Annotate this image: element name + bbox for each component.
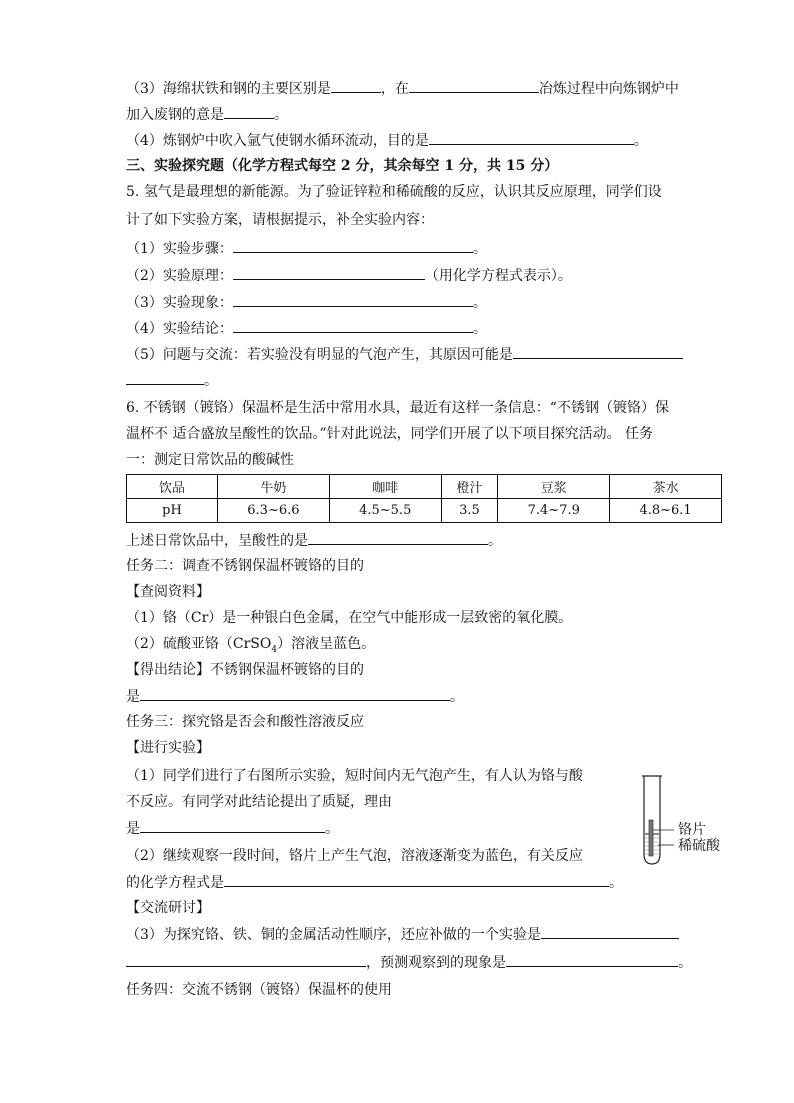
answer-blank[interactable]: [126, 952, 366, 967]
answer-blank[interactable]: [429, 130, 634, 145]
table-cell: 豆浆: [498, 475, 610, 499]
text: ，在: [380, 81, 409, 97]
disc-text: [126, 924, 679, 945]
info-item: （1）铬（Cr）是一种银白色金属，在空气中能形成一层致密的氧化膜。: [126, 610, 573, 626]
exp-text: 不反应。有同学对此结论提出了质疑，理由: [126, 794, 392, 810]
exp-blank-line: [126, 818, 339, 839]
figure-label-acid: 稀硫酸: [678, 838, 720, 854]
answer-blank[interactable]: [233, 292, 473, 307]
conclusion: 【得出结论】不锈钢保温杯镀铬的目的: [126, 662, 364, 678]
table-cell: pH: [127, 499, 218, 523]
test-tube-icon: [638, 770, 758, 870]
answer-blank[interactable]: [233, 238, 473, 253]
text: （4）炼钢炉中吹入氩气使钢水循环流动，目的是: [126, 133, 429, 149]
answer-blank[interactable]: [513, 344, 683, 359]
text: （4）实验结论：: [126, 321, 233, 337]
table-cell: 4.8~6.1: [610, 499, 722, 523]
task-heading: 任务四：交流不锈钢（镀铬）保温杯的使用: [126, 982, 392, 998]
text: （3）海绵状铁和钢的主要区别是: [126, 81, 331, 97]
text: （5）问题与交流：若实验没有明显的气泡产生，其原因可能是: [126, 347, 513, 363]
text: 是: [126, 821, 140, 837]
q5-item: [126, 318, 487, 339]
table-cell: 牛奶: [218, 475, 330, 499]
text: 。: [204, 373, 218, 389]
text: 。: [488, 533, 502, 549]
q4-3-line2: [126, 104, 288, 125]
text: ）溶液呈蓝色。: [277, 636, 376, 652]
text: 。: [609, 875, 623, 891]
text: 。: [472, 321, 487, 337]
answer-blank[interactable]: [224, 872, 609, 887]
disc-blank-line: [126, 952, 692, 973]
answer-blank[interactable]: [233, 265, 425, 280]
table-cell: 6.3~6.6: [218, 499, 330, 523]
table-cell: 咖啡: [329, 475, 441, 499]
table-cell: 橙汁: [441, 475, 498, 499]
q5-item: [126, 344, 683, 365]
q6-intro: 一：测定日常饮品的酸碱性: [126, 452, 294, 468]
table-cell: 3.5: [441, 499, 498, 523]
text: 。: [472, 295, 487, 311]
bracket-heading: 【查阅资料】: [126, 584, 210, 600]
table-cell: 4.5~5.5: [329, 499, 441, 523]
text: 是: [126, 689, 140, 705]
text: （1）实验步骤：: [126, 241, 233, 257]
table-row: [127, 499, 722, 523]
text: 。: [678, 955, 692, 971]
q5-item: [126, 238, 487, 259]
q5-item-cont: [126, 370, 218, 391]
text: ，预测观察到的现象是: [366, 955, 506, 971]
answer-blank[interactable]: [506, 952, 678, 967]
answer-blank[interactable]: [140, 686, 450, 701]
exp-blank-line: [126, 872, 623, 893]
text: （用化学方程式表示）。: [424, 268, 572, 284]
table-cell: 茶水: [610, 475, 722, 499]
figure-label-chromium: 铬片: [678, 822, 706, 838]
q5-intro: 计了如下实验方案，请根据提示，补全实验内容：: [126, 212, 434, 228]
text: 上述日常饮品中，呈酸性的是: [126, 533, 308, 549]
exp-text: （1）同学们进行了右图所示实验，短时间内无气泡产生，有人认为铬与酸: [126, 768, 583, 784]
text: （2）硫酸亚铬（CrSO: [126, 636, 272, 652]
table-cell: 7.4~7.9: [498, 499, 610, 523]
bracket-heading: 【进行实验】: [126, 740, 210, 756]
text: 。: [472, 241, 487, 257]
q5-intro: 5. 氢气是最理想的新能源。为了验证锌粒和稀硫酸的反应，认识其反应原理，同学们设: [126, 184, 662, 200]
answer-blank[interactable]: [126, 370, 204, 385]
answer-blank[interactable]: [233, 318, 473, 333]
q4-4-line: [126, 130, 648, 151]
answer-blank[interactable]: [541, 924, 679, 939]
text: 。: [325, 821, 339, 837]
q6-intro: 温杯不 适合盛放呈酸性的饮品。”针对此说法，同学们开展了以下项目探究活动。 任务: [126, 426, 654, 442]
subscript: 4: [271, 644, 278, 655]
text: （3）实验现象：: [126, 295, 233, 311]
ph-table: [126, 474, 722, 523]
text: 。: [633, 133, 648, 149]
after-table: [126, 530, 502, 551]
answer-blank[interactable]: [331, 78, 381, 93]
text: 冶炼过程中向炼钢炉中: [538, 81, 679, 97]
q6-intro: 6. 不锈钢（镀铬）保温杯是生活中常用水具，最近有这样一条信息：“不锈钢（镀铬）保: [126, 400, 669, 416]
table-header-row: [127, 475, 722, 499]
answer-blank[interactable]: [224, 104, 274, 119]
q4-3-line: [126, 78, 679, 99]
text: （3）为探究铬、铁、铜的金属活动性顺序，还应补做的一个实验是: [126, 927, 541, 943]
answer-blank[interactable]: [140, 818, 325, 833]
text: 。: [450, 689, 464, 705]
section-heading: 三、实验探究题（化学方程式每空 2 分，其余每空 1 分，共 15 分）: [126, 158, 559, 174]
q5-item: [126, 265, 572, 286]
answer-blank[interactable]: [308, 530, 488, 545]
text: 。: [274, 107, 288, 123]
bracket-heading: 【交流研讨】: [126, 900, 210, 916]
info-item: [126, 634, 375, 660]
text: （2）实验原理：: [126, 268, 233, 284]
task-heading: 任务二：调查不锈钢保温杯镀铬的目的: [126, 558, 364, 574]
text: 的化学方程式是: [126, 875, 224, 891]
test-tube-figure: [638, 770, 758, 874]
conclusion-blank-line: [126, 686, 464, 707]
text: 加入废钢的意是: [126, 107, 224, 123]
answer-blank[interactable]: [409, 78, 539, 93]
task-heading: 任务三：探究铬是否会和酸性溶液反应: [126, 714, 364, 730]
exp-text: （2）继续观察一段时间，铬片上产生气泡，溶液逐渐变为蓝色，有关反应: [126, 848, 583, 864]
table-cell: 饮品: [127, 475, 218, 499]
q5-item: [126, 292, 487, 313]
